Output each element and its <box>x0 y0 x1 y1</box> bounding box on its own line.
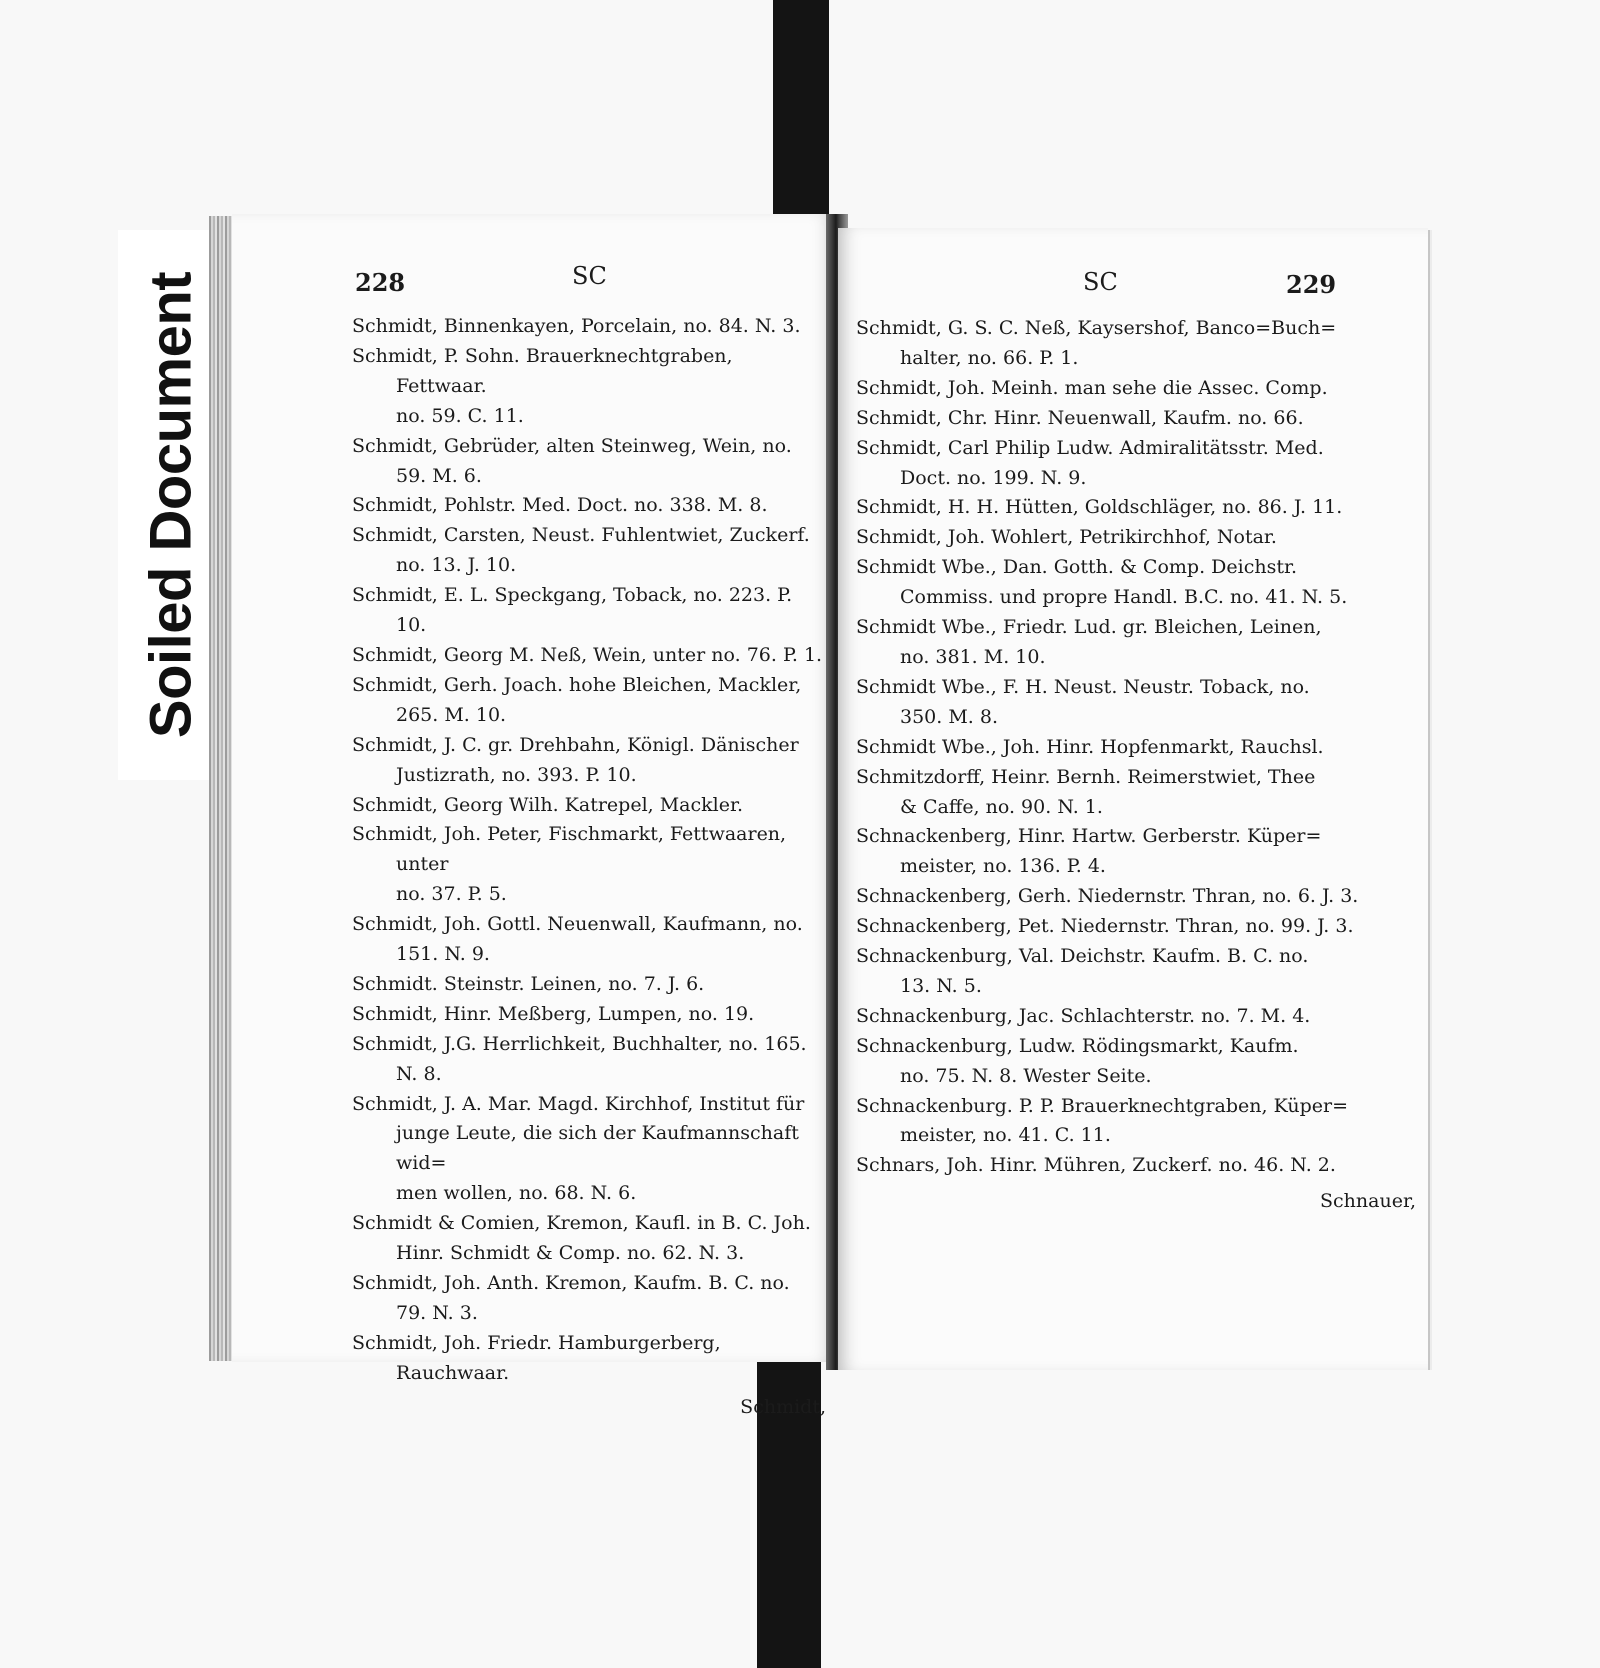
page-number: 229 <box>1286 270 1337 299</box>
directory-entry: Schmidt Wbe., F. H. Neust. Neustr. Toback, no. 350. M. 8. <box>856 675 1310 728</box>
directory-entry: Schmidt Wbe., Dan. Gotth. & Comp. Deichstr. Commiss. und propre Handl. B.C. no. 41. N. 5. <box>856 556 1348 609</box>
directory-entry: Schmidt, J. A. Mar. Magd. Kirchhof, Institut für junge Leute, die sich der Kaufmannschaft wid= men wollen, no. 68. N. 6. <box>352 1092 805 1205</box>
directory-entry: Schmidt, J. C. gr. Drehbahn, Königl. Dänischer Justizrath, no. 393. P. 10. <box>352 733 799 786</box>
directory-entry: Schnackenberg, Gerh. Niedernstr. Thran, no. 6. J. 3. <box>856 885 1359 908</box>
running-head: SC <box>1083 268 1118 296</box>
directory-entry: Schnackenburg, Val. Deichstr. Kaufm. B. C. no. 13. N. 5. <box>856 945 1309 997</box>
directory-entry: Schnackenburg, Ludw. Rödingsmarkt, Kaufm. no. 75. N. 8. Wester Seite. <box>856 1034 1299 1087</box>
running-head: SC <box>572 262 607 290</box>
directory-entries <box>856 314 1416 1217</box>
directory-entry: Schmidt, J.G. Herrlichkeit, Buchhalter, no. 165. N. 8. <box>352 1032 807 1085</box>
directory-entries <box>352 312 826 1423</box>
directory-entry: Schnackenburg, Jac. Schlachterstr. no. 7. M. 4. <box>856 1004 1311 1027</box>
directory-entry: Schmidt, Carl Philip Ludw. Admiralitätsstr. Med. Doct. no. 199. N. 9. <box>856 436 1324 489</box>
directory-entry: Schmidt, Joh. Meinh. man sehe die Assec. Comp. <box>856 376 1328 399</box>
directory-entry: Schmidt, Joh. Wohlert, Petrikirchhof, Notar. <box>856 526 1277 549</box>
soiled-document-label: Soiled Document <box>138 271 204 739</box>
directory-entry: Schnackenberg, Hinr. Hartw. Gerberstr. Küper= meister, no. 136. P. 4. <box>856 825 1322 878</box>
directory-entry: Schmitzdorff, Heinr. Bernh. Reimerstwiet, Thee & Caffe, no. 90. N. 1. <box>856 765 1316 818</box>
directory-entry: Schmidt, Gebrüder, alten Steinweg, Wein, no. 59. M. 6. <box>352 434 792 487</box>
directory-entry: Schmidt, Joh. Anth. Kremon, Kaufm. B. C. no. 79. N. 3. <box>352 1272 790 1324</box>
directory-entry: Schmidt, Joh. Gottl. Neuenwall, Kaufmann, no. 151. N. 9. <box>352 913 803 966</box>
page-number: 228 <box>355 268 406 297</box>
directory-entry: Schmidt, Pohlstr. Med. Doct. no. 338. M. 8. <box>352 494 768 517</box>
directory-entry: Schmidt, Gerh. Joach. hohe Bleichen, Mackler, 265. M. 10. <box>352 673 802 726</box>
directory-entry: Schnackenberg, Pet. Niedernstr. Thran, no. 99. J. 3. <box>856 915 1354 938</box>
directory-entry: Schmidt, Joh. Friedr. Hamburgerberg, Rauchwaar. <box>352 1331 721 1384</box>
directory-entry: Schnackenburg. P. P. Brauerknechtgraben, Küper= meister, no. 41. C. 11. <box>856 1094 1349 1147</box>
directory-entry: Schmidt, Binnenkayen, Porcelain, no. 84. N. 3. <box>352 315 801 337</box>
directory-entry: Schmidt, Chr. Hinr. Neuenwall, Kaufm. no. 66. <box>856 406 1304 429</box>
directory-entry: Schmidt. Steinstr. Leinen, no. 7. J. 6. <box>352 972 705 995</box>
directory-entry: Schnars, Joh. Hinr. Mühren, Zuckerf. no. 46. N. 2. <box>856 1154 1336 1177</box>
catchword: Schnauer, <box>1320 1190 1416 1213</box>
directory-entry: Schmidt Wbe., Joh. Hinr. Hopfenmarkt, Rauchsl. <box>856 735 1324 758</box>
catchword: Schmidt, <box>740 1395 826 1418</box>
directory-entry: Schmidt Wbe., Friedr. Lud. gr. Bleichen, Leinen, no. 381. M. 10. <box>856 616 1322 668</box>
directory-entry: Schmidt, G. S. C. Neß, Kaysershof, Banco=Buch= halter, no. 66. P. 1. <box>856 317 1337 369</box>
binding-strap-top <box>773 0 829 240</box>
right-page <box>838 228 1428 1370</box>
directory-entry: Schmidt, H. H. Hütten, Goldschläger, no. 86. J. 11. <box>856 496 1343 519</box>
directory-entry: Schmidt, E. L. Speckgang, Toback, no. 223. P. 10. <box>352 584 793 637</box>
left-page <box>232 214 838 1418</box>
directory-entry: Schmidt, Hinr. Meßberg, Lumpen, no. 19. <box>352 1002 755 1025</box>
directory-entry: Schmidt, Georg Wilh. Katrepel, Mackler. <box>352 793 744 816</box>
directory-entry: Schmidt, Georg M. Neß, Wein, unter no. 76. P. 1. <box>352 643 823 666</box>
directory-entry: Schmidt & Comien, Kremon, Kaufl. in B. C. Joh. Hinr. Schmidt & Comp. no. 62. N. 3. <box>352 1212 811 1265</box>
directory-entry: Schmidt, Carsten, Neust. Fuhlentwiet, Zuckerf. no. 13. J. 10. <box>352 524 810 577</box>
directory-entry: Schmidt, P. Sohn. Brauerknechtgraben, Fettwaar. no. 59. C. 11. <box>352 344 733 427</box>
directory-entry: Schmidt, Joh. Peter, Fischmarkt, Fettwaaren, unter no. 37. P. 5. <box>352 823 787 906</box>
